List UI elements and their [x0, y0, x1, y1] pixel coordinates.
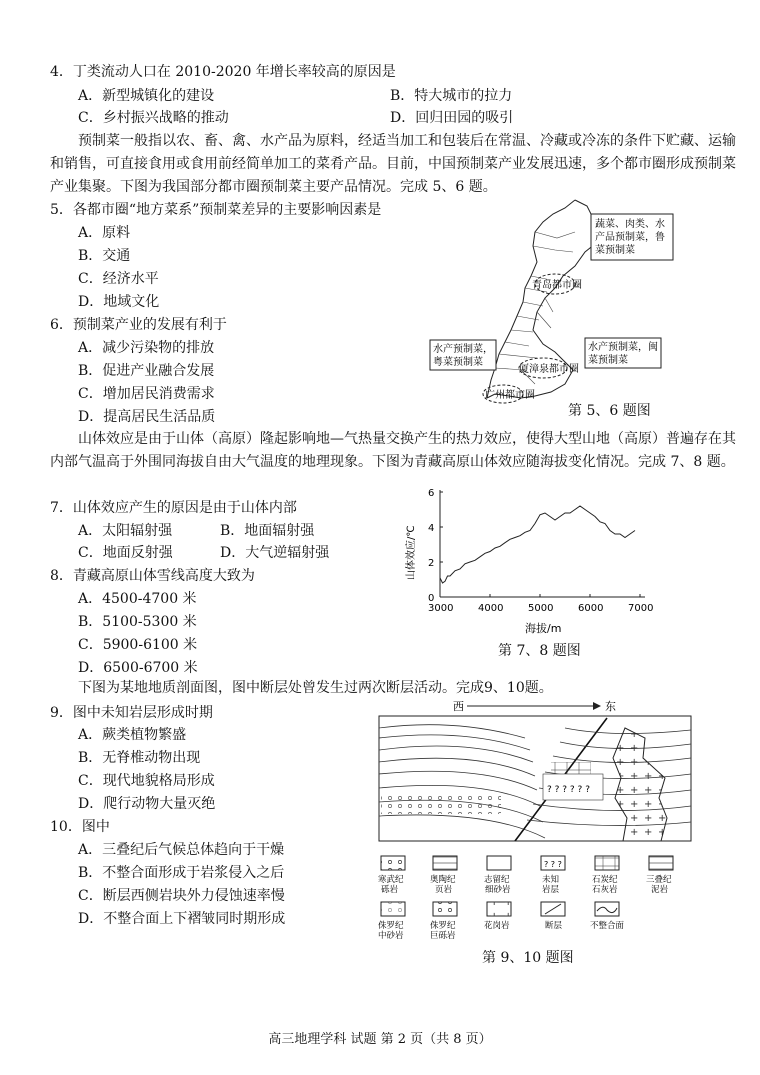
- svg-text:不整合面: 不整合面: [590, 921, 625, 931]
- q9-option-a[interactable]: A．蕨类植物繁盛: [78, 727, 187, 743]
- guangzhou-label: 广州都市圈: [485, 390, 535, 401]
- svg-text:? ? ?: ? ? ?: [544, 860, 562, 869]
- svg-text:断层: 断层: [545, 921, 563, 931]
- legend-item-ordovician-shale: [430, 856, 457, 895]
- y-axis-label: 山体效应/℃: [406, 525, 417, 580]
- q10-stem: 10．图中: [50, 819, 110, 835]
- legend: [378, 856, 673, 941]
- q8-option-b[interactable]: B．5100-5300 米: [78, 614, 197, 630]
- svg-text:奥陶纪: 奥陶纪: [430, 875, 456, 885]
- q6-option-b[interactable]: B．促进产业融合发展: [78, 363, 215, 379]
- legend-item-silurian-sandstone: [484, 856, 511, 895]
- q10-option-a[interactable]: A．三叠纪后气候总体趋向于干燥: [78, 842, 285, 858]
- q5-stem: 5．各都市圈“地方菜系”预制菜差异的主要影响因素是: [50, 202, 382, 218]
- q9-option-c[interactable]: C．现代地貌格局形成: [78, 773, 215, 789]
- xiamen-callout-line2: 菜预制菜: [588, 355, 628, 366]
- q8-option-d[interactable]: D．6500-6700 米: [78, 660, 198, 676]
- svg-text:细砂岩: 细砂岩: [485, 885, 511, 895]
- legend-item-jurassic-medium-sandstone: [378, 902, 405, 941]
- passage-5-6: 预制菜一般指以农、畜、禽、水产品为原料，经适当加工和包装后在常温、冷藏或冷冻的条件下贮藏、运输和销售，可直接食用或食用前经简单加工的菜肴产品。目前，中国预制菜产业发展迅速，多个都市圈形成预制菜产业集聚。下图为我国部分都市圈预制菜主要产品情况。完成 5、6 题。: [50, 133, 736, 195]
- legend-item-carboniferous-limestone: [592, 856, 619, 895]
- west-label: 西: [453, 700, 464, 713]
- q7-option-a[interactable]: A．太阳辐射强: [78, 523, 173, 539]
- passage-7-8: 山体效应是由于山体（高原）隆起影响地—气热量交换产生的热力效应，使得大型山地（高原）普遍存在其内部气温高于外围同海拔自由大气温度的地理现象。下图为青藏高原山体效应随海拔变化情况。完成 7、8 题。: [50, 431, 736, 470]
- q8-stem: 8．青藏高原山体雪线高度大致为: [50, 568, 255, 584]
- unknown-stratum-marks: ? ? ? ? ? ?: [547, 785, 590, 795]
- svg-text:泥岩: 泥岩: [651, 885, 669, 895]
- x-tick-label: 5000: [528, 603, 554, 614]
- legend-item-granite: [484, 902, 511, 931]
- x-tick-label: 6000: [578, 603, 604, 614]
- svg-text:侏罗纪: 侏罗纪: [378, 921, 404, 931]
- y-tick-label: 6: [428, 488, 435, 499]
- xiamen-label: 厦漳泉都市圈: [519, 364, 579, 375]
- mountain-effect-chart: [400, 480, 670, 640]
- q9-stem: 9．图中未知岩层形成时期: [50, 705, 213, 721]
- legend-item-fault: [541, 902, 565, 931]
- q4-option-b[interactable]: B．特大城市的拉力: [390, 88, 513, 104]
- east-label: 东: [605, 700, 616, 713]
- passage-9-10: 下图为某地地质剖面图，图中断层处曾发生过两次断层活动。完成9、10题。: [78, 680, 553, 696]
- legend-item-unknown-stratum: [541, 856, 565, 895]
- q9-option-d[interactable]: D．爬行动物大量灭绝: [78, 796, 216, 812]
- q7-option-b[interactable]: B．地面辐射强: [220, 523, 315, 539]
- map-caption: 第 5、6 题图: [568, 403, 651, 419]
- svg-text:侏罗纪: 侏罗纪: [430, 921, 456, 931]
- x-tick-label: 7000: [628, 603, 654, 614]
- svg-text:三叠纪: 三叠纪: [646, 875, 672, 885]
- geo-caption: 第 9、10 题图: [482, 950, 574, 966]
- q6-option-c[interactable]: C．增加居民消费需求: [78, 386, 215, 402]
- svg-text:巨砾岩: 巨砾岩: [430, 931, 456, 941]
- y-tick-label: 4: [428, 523, 435, 534]
- qingdao-label: 青岛都市圈: [532, 280, 582, 291]
- q8-option-a[interactable]: A．4500-4700 米: [78, 591, 197, 607]
- q4-option-c[interactable]: C．乡村振兴战略的推动: [78, 110, 229, 126]
- svg-text:页岩: 页岩: [435, 885, 453, 895]
- q9-option-b[interactable]: B．无脊椎动物出现: [78, 750, 201, 766]
- q5-option-c[interactable]: C．经济水平: [78, 271, 159, 287]
- q7-option-c[interactable]: C．地面反射强: [78, 545, 173, 561]
- qingdao-callout-line3: 菜预制菜: [595, 245, 635, 256]
- q6-option-d[interactable]: D．提高居民生活品质: [78, 409, 216, 425]
- svg-text:花岗岩: 花岗岩: [484, 921, 510, 931]
- guangzhou-callout-line1: 水产预制菜，: [433, 344, 493, 355]
- q8-option-c[interactable]: C．5900-6100 米: [78, 637, 198, 653]
- page-footer: 高三地理学科 试题 第 2 页（共 8 页）: [268, 1032, 492, 1047]
- y-tick-label: 0: [428, 593, 435, 604]
- direction-arrowhead: [593, 702, 601, 710]
- limestone-block: [551, 762, 591, 774]
- svg-text:砾岩: 砾岩: [381, 885, 399, 895]
- metro-map: [425, 192, 695, 407]
- q5-option-d[interactable]: D．地域文化: [78, 294, 160, 310]
- svg-text:石灰岩: 石灰岩: [592, 885, 618, 895]
- west-conglomerate-band: [381, 794, 501, 814]
- legend-item-cambrian-conglomerate: [378, 856, 405, 895]
- q10-option-d[interactable]: D．不整合面上下褶皱同时期形成: [78, 911, 286, 927]
- x-tick-label: 3000: [428, 603, 454, 614]
- q5-option-a[interactable]: A．原料: [78, 225, 131, 241]
- q6-stem: 6．预制菜产业的发展有利于: [50, 317, 227, 333]
- q6-option-a[interactable]: A．减少污染物的排放: [78, 340, 215, 356]
- q4-stem: 4．丁类流动人口在 2010-2020 年增长率较高的原因是: [50, 64, 396, 80]
- svg-text:志留纪: 志留纪: [484, 875, 510, 885]
- mountain-effect-line: [440, 506, 635, 583]
- legend-item-triassic-mudstone: [646, 856, 673, 895]
- q10-option-b[interactable]: B．不整合面形成于岩浆侵入之后: [78, 865, 285, 881]
- q7-option-d[interactable]: D．大气逆辐射强: [220, 545, 330, 561]
- qingdao-callout-line2: 产品预制菜，鲁: [595, 232, 665, 243]
- y-tick-label: 2: [428, 558, 435, 569]
- x-tick-label: 4000: [478, 603, 504, 614]
- geologic-section: [375, 698, 695, 948]
- chart-caption: 第 7、8 题图: [498, 643, 581, 659]
- svg-text:中砂岩: 中砂岩: [378, 931, 404, 941]
- svg-text:石炭纪: 石炭纪: [592, 875, 618, 885]
- xiamen-callout-line1: 水产预制菜，闽: [588, 342, 658, 353]
- svg-text:岩层: 岩层: [542, 885, 560, 895]
- guangzhou-callout-line2: 粤菜预制菜: [433, 357, 483, 368]
- q4-option-d[interactable]: D．回归田园的吸引: [390, 110, 514, 126]
- qingdao-callout-line1: 蔬菜、肉类、水: [595, 219, 665, 230]
- legend-item-unconformity: [590, 902, 625, 931]
- legend-item-jurassic-boulder: [430, 902, 457, 941]
- q5-option-b[interactable]: B．交通: [78, 248, 131, 264]
- x-axis-label: 海拔/m: [525, 622, 562, 635]
- q4-option-a[interactable]: A．新型城镇化的建设: [78, 88, 215, 104]
- svg-text:未知: 未知: [542, 875, 560, 885]
- q10-option-c[interactable]: C．断层西侧岩块外力侵蚀速率慢: [78, 888, 285, 904]
- q7-stem: 7．山体效应产生的原因是由于山体内部: [50, 500, 297, 516]
- svg-text:寒武纪: 寒武纪: [378, 875, 404, 885]
